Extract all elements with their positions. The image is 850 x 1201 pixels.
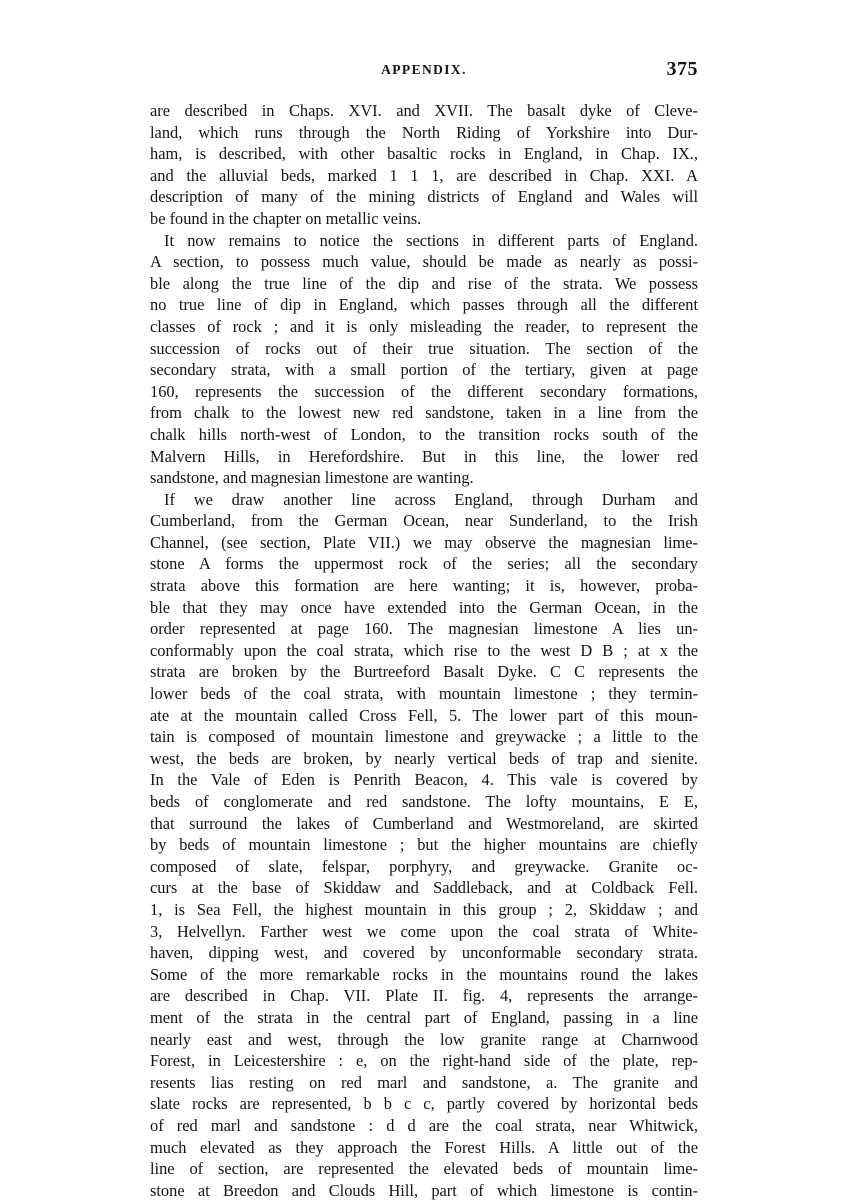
- text-line: 3, Helvellyn. Farther west we come upon the coal strata of White-: [150, 921, 698, 941]
- text-line: ham, is described, with other basaltic rocks in England, in Chap. IX.,: [150, 144, 698, 164]
- text-line: Cumberland, from the German Ocean, near Sunderland, to the Irish: [150, 511, 698, 531]
- text-line: curs at the base of Skiddaw and Saddleback, and at Coldback Fell.: [150, 878, 698, 898]
- text-line: ble along the true line of the dip and rise of the strata. We possess: [150, 273, 698, 293]
- text-line: 160, represents the succession of the different secondary formations,: [150, 381, 698, 401]
- text-line: lower beds of the coal strata, with mountain limestone ; they termin-: [150, 684, 698, 704]
- text-line: strata above this formation are here wanting; it is, however, proba-: [150, 576, 698, 596]
- text-line: ble that they may once have extended into the German Ocean, in the: [150, 597, 698, 617]
- text-line: If we draw another line across England, through Durham and: [164, 489, 698, 509]
- text-line: resents lias resting on red marl and sandstone, a. The granite and: [150, 1072, 698, 1092]
- text-line: 1, is Sea Fell, the highest mountain in this group ; 2, Skiddaw ; and: [150, 899, 698, 919]
- text-line: west, the beds are broken, by nearly vertical beds of trap and sienite.: [150, 748, 698, 768]
- text-line: of red marl and sandstone : d d are the coal strata, near Whitwick,: [150, 1115, 698, 1135]
- text-line: tain is composed of mountain limestone and greywacke ; a little to the: [150, 727, 698, 747]
- text-line: from chalk to the lowest new red sandstone, taken in a line from the: [150, 403, 698, 423]
- text-line: order represented at page 160. The magnesian limestone A lies un-: [150, 619, 698, 639]
- text-line: that surround the lakes of Cumberland and Westmoreland, are skirted: [150, 813, 698, 833]
- text-line: and the alluvial beds, marked 1 1 1, are described in Chap. XXI. A: [150, 165, 698, 185]
- text-line: slate rocks are represented, b b c c, partly covered by horizontal beds: [150, 1094, 698, 1114]
- text-line: sandstone, and magnesian limestone are wanting.: [150, 468, 474, 488]
- text-line: no true line of dip in England, which passes through all the different: [150, 295, 698, 315]
- running-head: [150, 58, 698, 88]
- text-line: ate at the mountain called Cross Fell, 5. The lower part of this moun-: [150, 705, 698, 725]
- text-line: composed of slate, felspar, porphyry, and greywacke. Granite oc-: [150, 856, 698, 876]
- text-line: Malvern Hills, in Herefordshire. But in this line, the lower red: [150, 446, 698, 466]
- text-line: Some of the more remarkable rocks in the mountains round the lakes: [150, 964, 698, 984]
- text-line: beds of conglomerate and red sandstone. The lofty mountains, E E,: [150, 792, 698, 811]
- text-line: conformably upon the coal strata, which rise to the west D B ; at x the: [150, 640, 698, 660]
- running-title: APPENDIX.: [381, 62, 467, 77]
- text-line: are described in Chap. VII. Plate II. fig. 4, represents the arrange-: [150, 986, 698, 1006]
- text-line: A section, to possess much value, should be made as nearly as possi-: [150, 252, 698, 272]
- text-line: succession of rocks out of their true situation. The section of the: [150, 338, 698, 358]
- text-line: stone A forms the uppermost rock of the series; all the secondary: [150, 554, 698, 574]
- text-line: stone at Breedon and Clouds Hill, part of which limestone is contin-: [150, 1180, 698, 1200]
- text-line: Channel, (see section, Plate VII.) we may observe the magnesian lime-: [150, 532, 698, 552]
- text-line: ment of the strata in the central part of England, passing in a line: [150, 1007, 698, 1027]
- page-number: 375: [666, 58, 698, 80]
- body-text: [150, 100, 698, 1201]
- text-line: Forest, in Leicestershire : e, on the right-hand side of the plate, rep-: [150, 1051, 698, 1071]
- text-line: be found in the chapter on metallic veins.: [150, 208, 422, 228]
- text-line: In the Vale of Eden is Penrith Beacon, 4. This vale is covered by: [150, 770, 698, 790]
- text-line: by beds of mountain limestone ; but the higher mountains are chiefly: [150, 835, 698, 855]
- text-line: haven, dipping west, and covered by unconformable secondary strata.: [150, 943, 698, 963]
- text-line: are described in Chaps. XVI. and XVII. The basalt dyke of Cleve-: [150, 101, 698, 120]
- text-line: much elevated as they approach the Forest Hills. A little out of the: [150, 1137, 698, 1157]
- text-line: chalk hills north-west of London, to the transition rocks south of the: [150, 424, 698, 444]
- text-line: It now remains to notice the sections in different parts of England.: [164, 230, 698, 250]
- text-line: classes of rock ; and it is only misleading the reader, to represent the: [150, 316, 698, 336]
- text-line: strata are broken by the Burtreeford Basalt Dyke. C C represents the: [150, 662, 698, 682]
- text-line: description of many of the mining districts of England and Wales will: [150, 187, 698, 207]
- text-line: secondary strata, with a small portion of the tertiary, given at page: [150, 360, 698, 380]
- text-line: line of section, are represented the elevated beds of mountain lime-: [150, 1159, 698, 1179]
- text-line: nearly east and west, through the low granite range at Charnwood: [150, 1029, 698, 1049]
- text-line: land, which runs through the North Riding of Yorkshire into Dur-: [150, 122, 698, 142]
